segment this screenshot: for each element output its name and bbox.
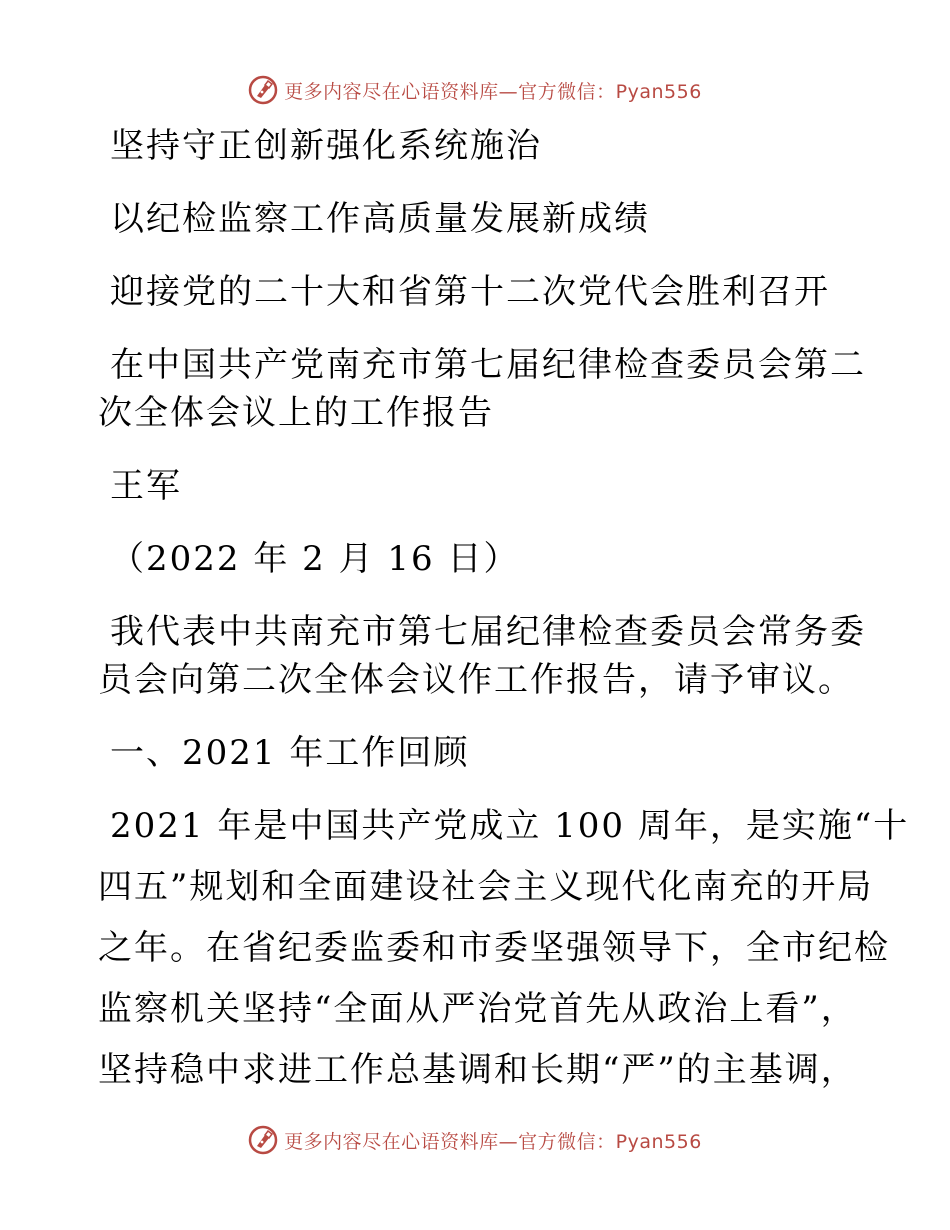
intro-line-2: 员会向第二次全体会议作工作报告，请予审议。 (98, 660, 854, 700)
report-date: （2022 年 2 月 16 日） (110, 539, 520, 579)
title-line-3: 迎接党的二十大和省第十二次党代会胜利召开 (110, 272, 830, 312)
body-line-3: 之年。在省纪委监委和市委坚强领导下，全市纪检 (98, 928, 890, 968)
watermark-text: 更多内容尽在心语资料库—官方微信：Pyan556 (284, 1130, 702, 1153)
body-line-5: 坚持稳中求进工作总基调和长期“严”的主基调， (98, 1050, 857, 1090)
body-line-1: 2021 年是中国共产党成立 100 周年，是实施“十 (110, 806, 910, 846)
document-body (98, 122, 910, 1094)
fountain-pen-logo-icon (248, 75, 278, 105)
watermark-text: 更多内容尽在心语资料库—官方微信：Pyan556 (284, 80, 702, 103)
body-line-4: 监察机关坚持“全面从严治党首先从政治上看”， (98, 989, 857, 1029)
subtitle-line-2: 次全体会议上的工作报告 (98, 393, 494, 433)
header-watermark (0, 70, 950, 110)
author-name: 王军 (110, 466, 182, 506)
section-heading: 一、2021 年工作回顾 (110, 733, 470, 773)
footer-watermark (0, 1120, 950, 1160)
fountain-pen-logo-icon (248, 1125, 278, 1155)
title-line-2: 以纪检监察工作高质量发展新成绩 (110, 199, 650, 239)
subtitle-line-1: 在中国共产党南充市第七届纪律检查委员会第二 (110, 345, 866, 385)
body-line-2: 四五”规划和全面建设社会主义现代化南充的开局 (98, 867, 874, 907)
intro-line-1: 我代表中共南充市第七届纪律检查委员会常务委 (110, 612, 866, 652)
title-line-1: 坚持守正创新强化系统施治 (110, 126, 542, 166)
